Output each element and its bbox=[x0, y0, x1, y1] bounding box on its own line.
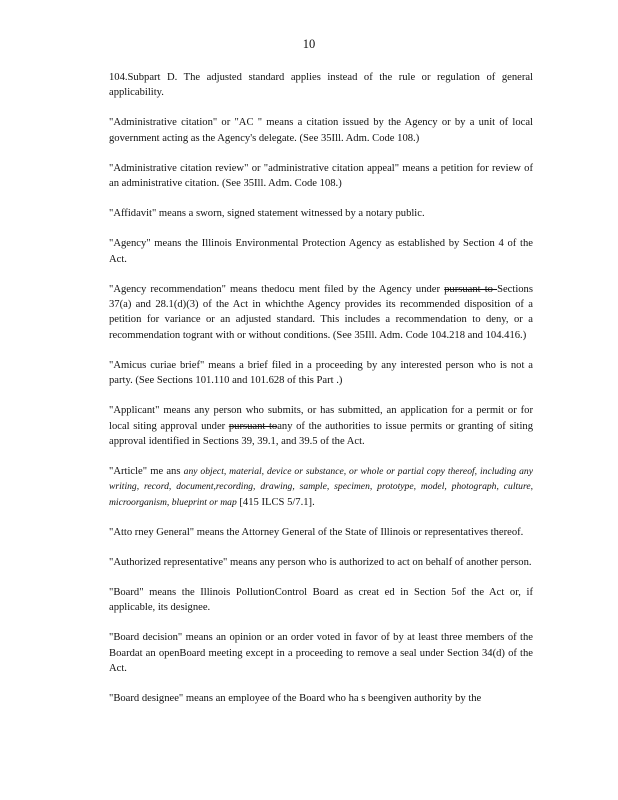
document-body bbox=[109, 70, 533, 707]
definition-paragraph bbox=[109, 585, 533, 616]
paragraph-text: "Agency recommendation" means thedocu ment filed by the Agency under bbox=[109, 283, 445, 295]
definition-paragraph bbox=[109, 282, 533, 344]
paragraph-text: "Affidavit" means a sworn, signed statement witnessed by a notary public. bbox=[109, 208, 425, 220]
italic-text: any object, material, device or substance, or whole or partial copy thereof, including any writing, record, document,recording, drawing, sample, specimen, prototype, model, photograph, culture, microorganism, blueprint or map bbox=[109, 466, 533, 508]
paragraph-text: "Article" me ans bbox=[109, 466, 184, 478]
definition-paragraph bbox=[109, 115, 533, 146]
paragraph-text: "Board designee" means an employee of the Board who ha s beengiven authority by the bbox=[109, 693, 482, 705]
struck-text: pursuant to bbox=[228, 420, 278, 432]
page-number: 10 bbox=[302, 37, 316, 51]
definition-paragraph bbox=[109, 161, 533, 192]
paragraph-text: "Administrative citation" or "AC " means a citation issued by the Agency or by a unit of local government acting as the Agency's delegate. (See 35Ill. Adm. Code 108.) bbox=[109, 117, 533, 144]
paragraph-text: any of the authorities to issue permits or granting of siting approval identified in Sections 39, 39.1, and 39.5 of the Act. bbox=[109, 420, 533, 448]
paragraph-text: "Authorized representative" means any person who is authorized to act on behalf of another person. bbox=[109, 556, 532, 568]
definition-paragraph bbox=[109, 525, 533, 540]
definition-paragraph bbox=[109, 630, 533, 676]
paragraph-text: "Amicus curiae brief" means a brief filed in a proceeding by any interested person who is not a party. (See Sections 101.110 and 101.628 of this Part .) bbox=[109, 359, 533, 387]
paragraph-text: "Board" means the Illinois PollutionControl Board as creat ed in Section 5of the Act or, if applicable, its designee. bbox=[109, 586, 533, 614]
definition-paragraph bbox=[109, 555, 533, 570]
struck-text: pursuant to bbox=[444, 283, 498, 295]
definition-paragraph bbox=[109, 464, 533, 510]
paragraph-text: "Agency" means the Illinois Environmental Protection Agency as established by Section 4 of the Act. bbox=[109, 238, 533, 265]
definition-paragraph bbox=[109, 206, 533, 221]
definition-paragraph bbox=[109, 358, 533, 389]
paragraph-text: "Applicant" means any person who submits, or has submitted, an application for a permit or for local siting approval under bbox=[109, 405, 533, 432]
paragraph-text: "Board decision" means an opinion or an order voted in favor of by at least three members of the Boardat an openBoard meeting except in a proceeding to remove a seal under Section 34(d) of the Act. bbox=[109, 632, 533, 675]
paragraph-text: "Atto rney General" means the Attorney General of the State of Illinois or representatives thereof. bbox=[109, 526, 524, 538]
paragraph-text: 104.Subpart D. The adjusted standard applies instead of the rule or regulation of general applicability. bbox=[109, 72, 533, 99]
definition-paragraph bbox=[109, 70, 533, 101]
definition-paragraph bbox=[109, 236, 533, 267]
paragraph-text: Sections 37(a) and 28.1(d)(3) of the Act in whichthe Agency provides its recommended disposition of a petition for variance or an adjusted standard. This includes a recommendation to deny, or a recommendation togrant with or without conditions. (See 35Ill. Adm. Code 104.218 and 104.416.) bbox=[109, 283, 533, 341]
paragraph-text: [415 ILCS 5/7.1]. bbox=[236, 496, 315, 508]
definition-paragraph bbox=[109, 403, 533, 449]
definition-paragraph bbox=[109, 691, 533, 706]
paragraph-text: "Administrative citation review" or "administrative citation appeal" means a petition for review of an administrative citation. (See 35Ill. Adm. Code 108.) bbox=[109, 162, 533, 190]
